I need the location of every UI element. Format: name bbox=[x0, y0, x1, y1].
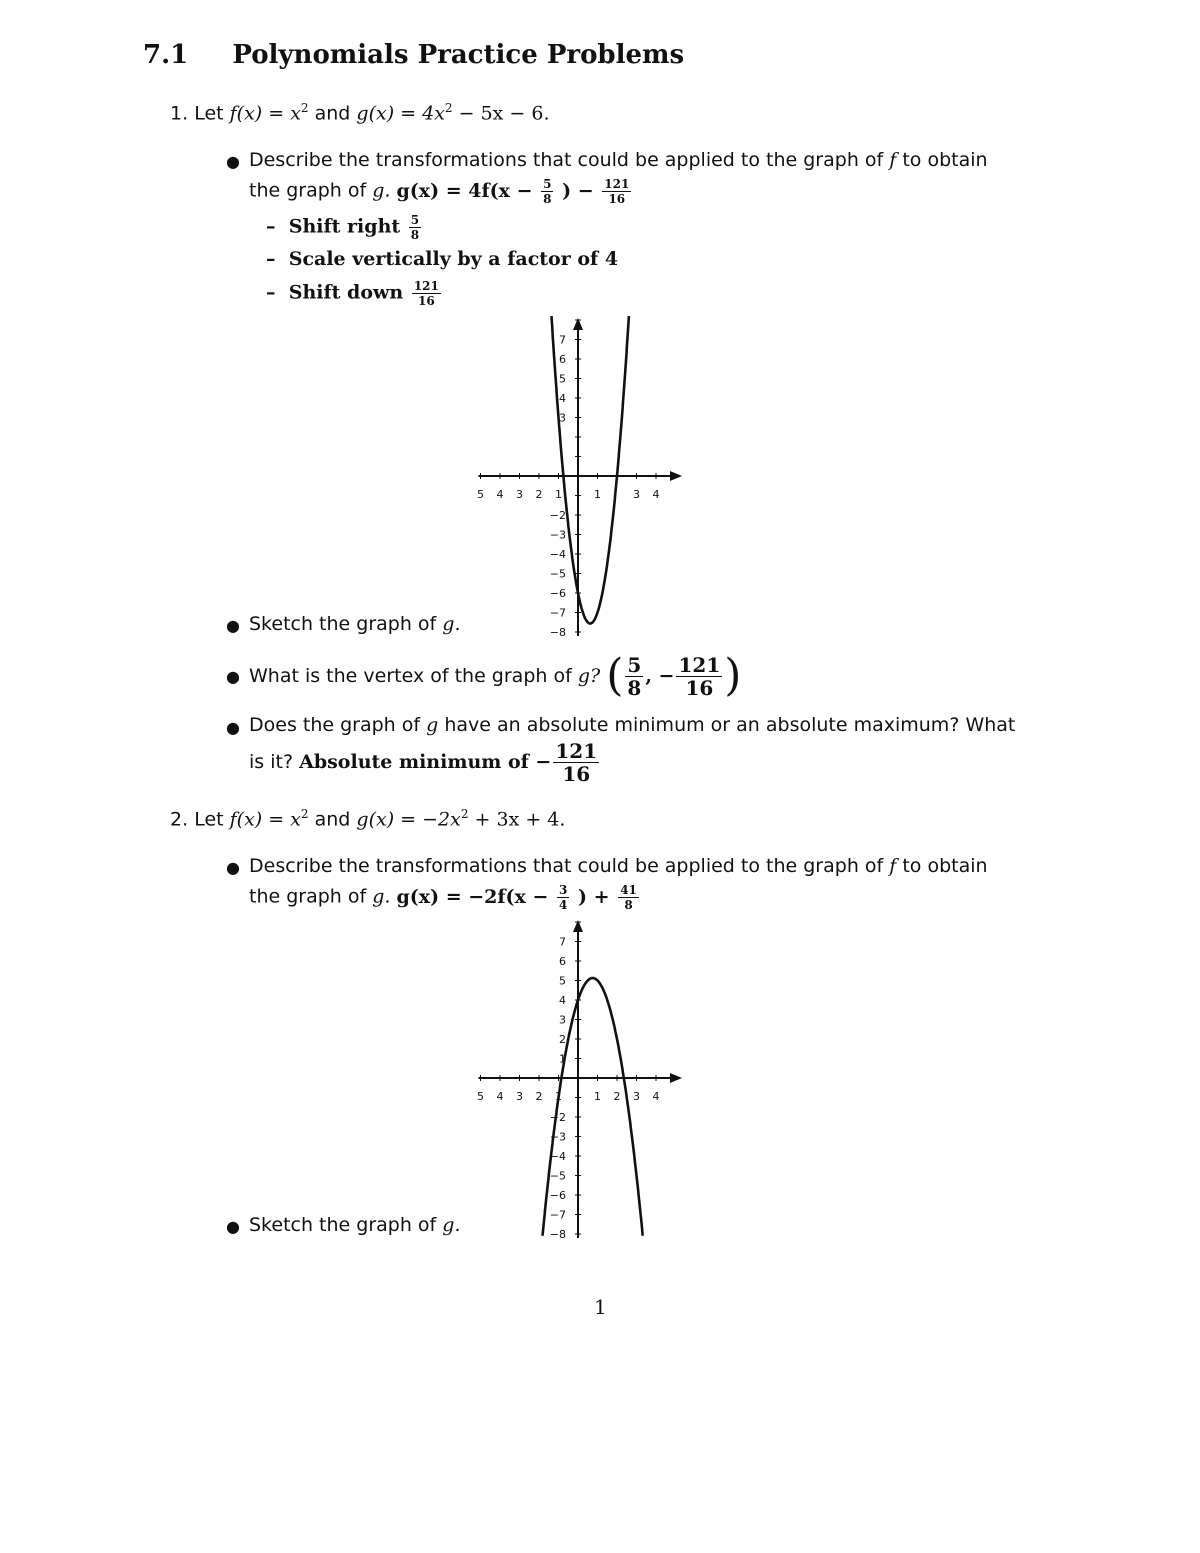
x-tick-label: 4 bbox=[496, 1090, 504, 1103]
p2-bullet1-text: Describe the transformations that could be applied to the graph of bbox=[249, 855, 884, 877]
p1-bullet4-line1 bbox=[249, 714, 1015, 736]
frac-den: 16 bbox=[608, 192, 626, 206]
x-tick-label: 1 bbox=[594, 1090, 601, 1103]
subitem-label: Shift down bbox=[288, 281, 404, 304]
g-definition: g(x) = 4x bbox=[356, 102, 445, 125]
fraction bbox=[541, 178, 553, 205]
y-tick-label: −5 bbox=[549, 567, 566, 581]
graph-1 bbox=[470, 310, 690, 640]
fraction bbox=[676, 652, 722, 700]
graph-2 bbox=[470, 912, 690, 1242]
frac-num: 121 bbox=[555, 738, 598, 763]
p1-bullet1-line1 bbox=[249, 149, 988, 171]
fraction bbox=[409, 214, 421, 241]
g-definition-rest: + 3x + 4. bbox=[474, 808, 566, 831]
is-it-text: is it? bbox=[249, 751, 294, 773]
f-definition: f(x) = x bbox=[229, 102, 301, 125]
x-tick-label: 1 bbox=[555, 488, 562, 501]
y-tick-label: −7 bbox=[549, 606, 566, 620]
y-tick-label: 5 bbox=[559, 372, 566, 386]
g-symbol: g. bbox=[372, 885, 391, 908]
fraction bbox=[553, 738, 599, 786]
p2-bullet1-line1 bbox=[249, 855, 988, 877]
bullet-dot: ● bbox=[226, 616, 240, 635]
y-tick-label: 1 bbox=[559, 1052, 566, 1066]
formula-part-a: g(x) = −2f(x − bbox=[396, 885, 549, 908]
p1-bullet1-text: Describe the transformations that could be applied to the graph of bbox=[249, 149, 884, 171]
x-tick-label: 4 bbox=[652, 1090, 660, 1103]
x-tick-label: 2 bbox=[613, 1090, 621, 1103]
x-tick-label: 3 bbox=[516, 1090, 523, 1103]
x-axis-arrow-icon bbox=[670, 471, 682, 481]
y-tick-label: 7 bbox=[559, 333, 566, 347]
y-tick-label: −8 bbox=[549, 626, 566, 639]
frac-num: 5 bbox=[410, 213, 420, 227]
bullet-dot: ● bbox=[226, 1217, 240, 1236]
frac-den: 16 bbox=[685, 675, 714, 700]
let-word: Let bbox=[194, 808, 224, 831]
g-symbol: g? bbox=[577, 665, 601, 687]
y-tick-label: 6 bbox=[559, 353, 566, 366]
y-tick-label: 4 bbox=[559, 392, 566, 405]
p1-bullet2 bbox=[249, 613, 461, 635]
g-definition-rest: − 5x − 6. bbox=[458, 102, 550, 125]
paren-close: ) bbox=[724, 650, 742, 701]
g-symbol: g. bbox=[442, 1214, 461, 1236]
frac-num: 3 bbox=[559, 883, 568, 897]
y-tick-label: 7 bbox=[559, 935, 566, 949]
comma: , − bbox=[645, 665, 675, 687]
formula-part-b: ) + bbox=[578, 885, 610, 908]
frac-den: 16 bbox=[417, 294, 435, 308]
y-tick-label: −3 bbox=[549, 1130, 566, 1144]
p2-answer-formula bbox=[396, 883, 641, 912]
problem-2-statement: 2. Let $f(x) = x^2$ and $g(x) = -2x^2 + 3x + 4$. bbox=[170, 807, 566, 831]
graph-of-text: the graph of bbox=[249, 179, 367, 202]
bullet-dot: ● bbox=[226, 718, 240, 737]
x-axis-arrow-icon bbox=[670, 1073, 682, 1083]
p2-bullet1-line2 bbox=[249, 884, 641, 911]
paren-open: ( bbox=[606, 650, 624, 701]
formula-part-a: g(x) = 4f(x − bbox=[396, 179, 533, 202]
fraction bbox=[557, 884, 569, 911]
subitem-label: Shift right bbox=[288, 215, 401, 238]
frac-den: 16 bbox=[562, 761, 591, 786]
vertex-question: What is the vertex of the graph of bbox=[249, 665, 572, 687]
problem-1-statement: 1. Let $f(x) = x^2$ and $g(x) = 4x^2 - 5x - 6$. bbox=[170, 101, 550, 125]
y-tick-label: −2 bbox=[549, 1111, 566, 1124]
f-symbol: f bbox=[889, 149, 897, 171]
p2-bullet2 bbox=[249, 1214, 461, 1236]
subitem-shift-down bbox=[266, 280, 443, 307]
vertex-answer bbox=[606, 650, 742, 701]
y-tick-label: −5 bbox=[549, 1169, 566, 1183]
fraction bbox=[625, 652, 643, 700]
y-tick-label: −4 bbox=[549, 1150, 566, 1163]
p1-bullet3 bbox=[249, 645, 741, 707]
x-tick-label: 3 bbox=[516, 488, 523, 501]
bullet-dot: ● bbox=[226, 667, 240, 686]
y-tick-label: −2 bbox=[549, 509, 566, 522]
page-number: 1 bbox=[594, 1295, 607, 1319]
p1-bullet1-line2 bbox=[249, 178, 633, 205]
question-text: Does the graph of bbox=[249, 714, 421, 736]
subitem-scale bbox=[266, 248, 618, 270]
x-tick-label: 4 bbox=[652, 488, 660, 501]
section-heading bbox=[143, 40, 684, 70]
and-word: and bbox=[314, 808, 351, 831]
bullet-dot: ● bbox=[226, 858, 240, 877]
formula-part-b: ) − bbox=[562, 179, 594, 202]
frac-den: 8 bbox=[543, 192, 552, 206]
frac-num: 121 bbox=[604, 177, 630, 191]
frac-num: 121 bbox=[413, 279, 439, 293]
section-number: 7.1 bbox=[143, 40, 189, 70]
section-title: Polynomials Practice Problems bbox=[232, 40, 685, 70]
y-tick-label: −6 bbox=[549, 587, 566, 600]
y-tick-label: 3 bbox=[559, 1013, 566, 1027]
y-tick-label: 5 bbox=[559, 974, 566, 988]
x-tick-label: 5 bbox=[477, 488, 484, 501]
x-tick-label: 5 bbox=[477, 1090, 484, 1103]
problem-1-number: 1. bbox=[170, 102, 189, 125]
x-tick-label: 1 bbox=[555, 1090, 562, 1103]
p1-answer-formula bbox=[396, 177, 634, 206]
dash: – bbox=[266, 248, 276, 270]
frac-den: 8 bbox=[627, 675, 642, 700]
fraction bbox=[618, 884, 639, 911]
x-tick-label: 2 bbox=[535, 1090, 543, 1103]
frac-num: 41 bbox=[620, 883, 637, 897]
problem-2-number: 2. bbox=[170, 808, 189, 831]
dash: – bbox=[266, 215, 276, 238]
frac-den: 8 bbox=[410, 228, 420, 242]
frac-num: 121 bbox=[678, 652, 721, 677]
frac-num: 5 bbox=[543, 177, 552, 191]
fraction bbox=[412, 280, 441, 307]
y-tick-label: −4 bbox=[549, 548, 566, 561]
let-word: Let bbox=[194, 102, 224, 125]
g-symbol: g bbox=[426, 714, 439, 736]
sketch-text: Sketch the graph of bbox=[249, 613, 437, 635]
g-symbol: g. bbox=[372, 179, 391, 202]
dash: – bbox=[266, 281, 276, 304]
y-tick-label: −3 bbox=[549, 528, 566, 542]
f-definition: f(x) = x bbox=[229, 808, 301, 831]
to-obtain: to obtain bbox=[902, 855, 988, 877]
and-word: and bbox=[314, 102, 351, 125]
graph-of-text: the graph of bbox=[249, 885, 367, 908]
frac-den: 8 bbox=[624, 898, 633, 912]
min-answer-label: Absolute minimum of − bbox=[299, 751, 552, 773]
y-tick-label: 2 bbox=[559, 1033, 566, 1046]
x-tick-label: 1 bbox=[594, 488, 601, 501]
sketch-text: Sketch the graph of bbox=[249, 1214, 437, 1236]
y-tick-label: −8 bbox=[549, 1228, 566, 1241]
x-tick-label: 4 bbox=[496, 488, 504, 501]
y-tick-label: −6 bbox=[549, 1189, 566, 1202]
g-symbol: g. bbox=[442, 613, 461, 635]
x-tick-label: 2 bbox=[535, 488, 543, 501]
fraction bbox=[602, 178, 631, 205]
p1-bullet4-line2 bbox=[249, 736, 601, 788]
x-tick-label: 3 bbox=[633, 488, 640, 501]
subitem-shift-right bbox=[266, 214, 423, 241]
y-tick-label: −7 bbox=[549, 1208, 566, 1222]
frac-den: 4 bbox=[559, 898, 568, 912]
bullet-dot: ● bbox=[226, 152, 240, 171]
subitem-label: Scale vertically by a factor of 4 bbox=[288, 248, 619, 270]
y-tick-label: 6 bbox=[559, 955, 566, 968]
frac-num: 5 bbox=[627, 652, 642, 677]
f-symbol: f bbox=[889, 855, 897, 877]
y-tick-label: 4 bbox=[559, 994, 566, 1007]
y-tick-label: 3 bbox=[559, 411, 566, 425]
question-text-rest: have an absolute minimum or an absolute maximum? What bbox=[444, 714, 1016, 736]
to-obtain: to obtain bbox=[902, 149, 988, 171]
x-tick-label: 3 bbox=[633, 1090, 640, 1103]
g-definition: g(x) = −2x bbox=[356, 808, 461, 831]
